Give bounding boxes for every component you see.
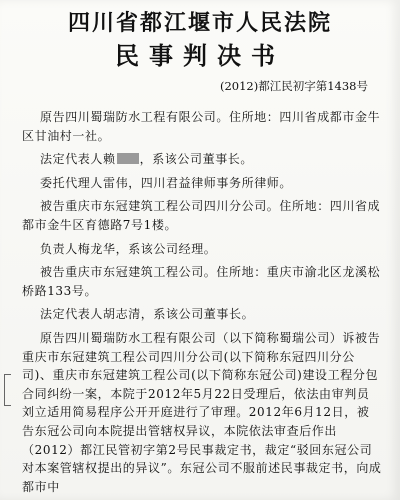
margin-bracket-mark <box>4 374 11 406</box>
legal-rep-text-b: ，系该公司董事长。 <box>139 152 254 167</box>
case-summary-paragraph: 原告四川蜀瑞防水工程有限公司（以下简称蜀瑞公司）诉被告重庆市东冠建筑工程公司四川分公司(以下简称东冠四川分公司)、重庆市东冠建筑工程公司(以下简称东冠公司)建设工程分包合同纠纷一案，本院于2012年5月22日受理后，依法由审判员刘立适用简易程序公开开庭进行了审理。2012年6月12日，被告东冠公司向本院提出管辖权异议，本院依法审查后作出（2012）都江民管初字第2号民事裁定书，裁定“驳回东冠公司对本案管辖权提出的异议”。东冠公司不服前述民事裁定书，向成都市中 <box>22 330 382 494</box>
legal-rep-text-a: 法定代表人赖 <box>40 152 116 167</box>
company-rep-paragraph: 法定代表人胡志清，系该公司董事长。 <box>40 307 255 322</box>
defendant-branch-paragraph: 被告重庆市东冠建筑工程公司四川分公司。住所地：四川省成都市金牛区育德路7号1楼。 <box>22 199 381 232</box>
case-number: (2012)都江民初字第1438号 <box>219 79 368 93</box>
judgment-body <box>22 108 382 500</box>
agent-paragraph: 委托代理人雷伟，四川君益律师事务所律师。 <box>40 175 293 190</box>
legal-rep-paragraph <box>22 150 382 169</box>
branch-manager-paragraph: 负责人梅龙华，系该公司经理。 <box>40 241 217 256</box>
redaction-block <box>117 153 139 164</box>
document-title: 民事判决书 <box>115 41 285 70</box>
plaintiff-paragraph: 原告四川蜀瑞防水工程有限公司。住所地：四川省成都市金牛区甘油村一社。 <box>22 110 381 143</box>
defendant-company-paragraph: 被告重庆市东冠建筑工程公司。住所地：重庆市渝北区龙溪松桥路133号。 <box>22 265 381 298</box>
court-name: 四川省都江堰市人民法院 <box>67 10 332 36</box>
